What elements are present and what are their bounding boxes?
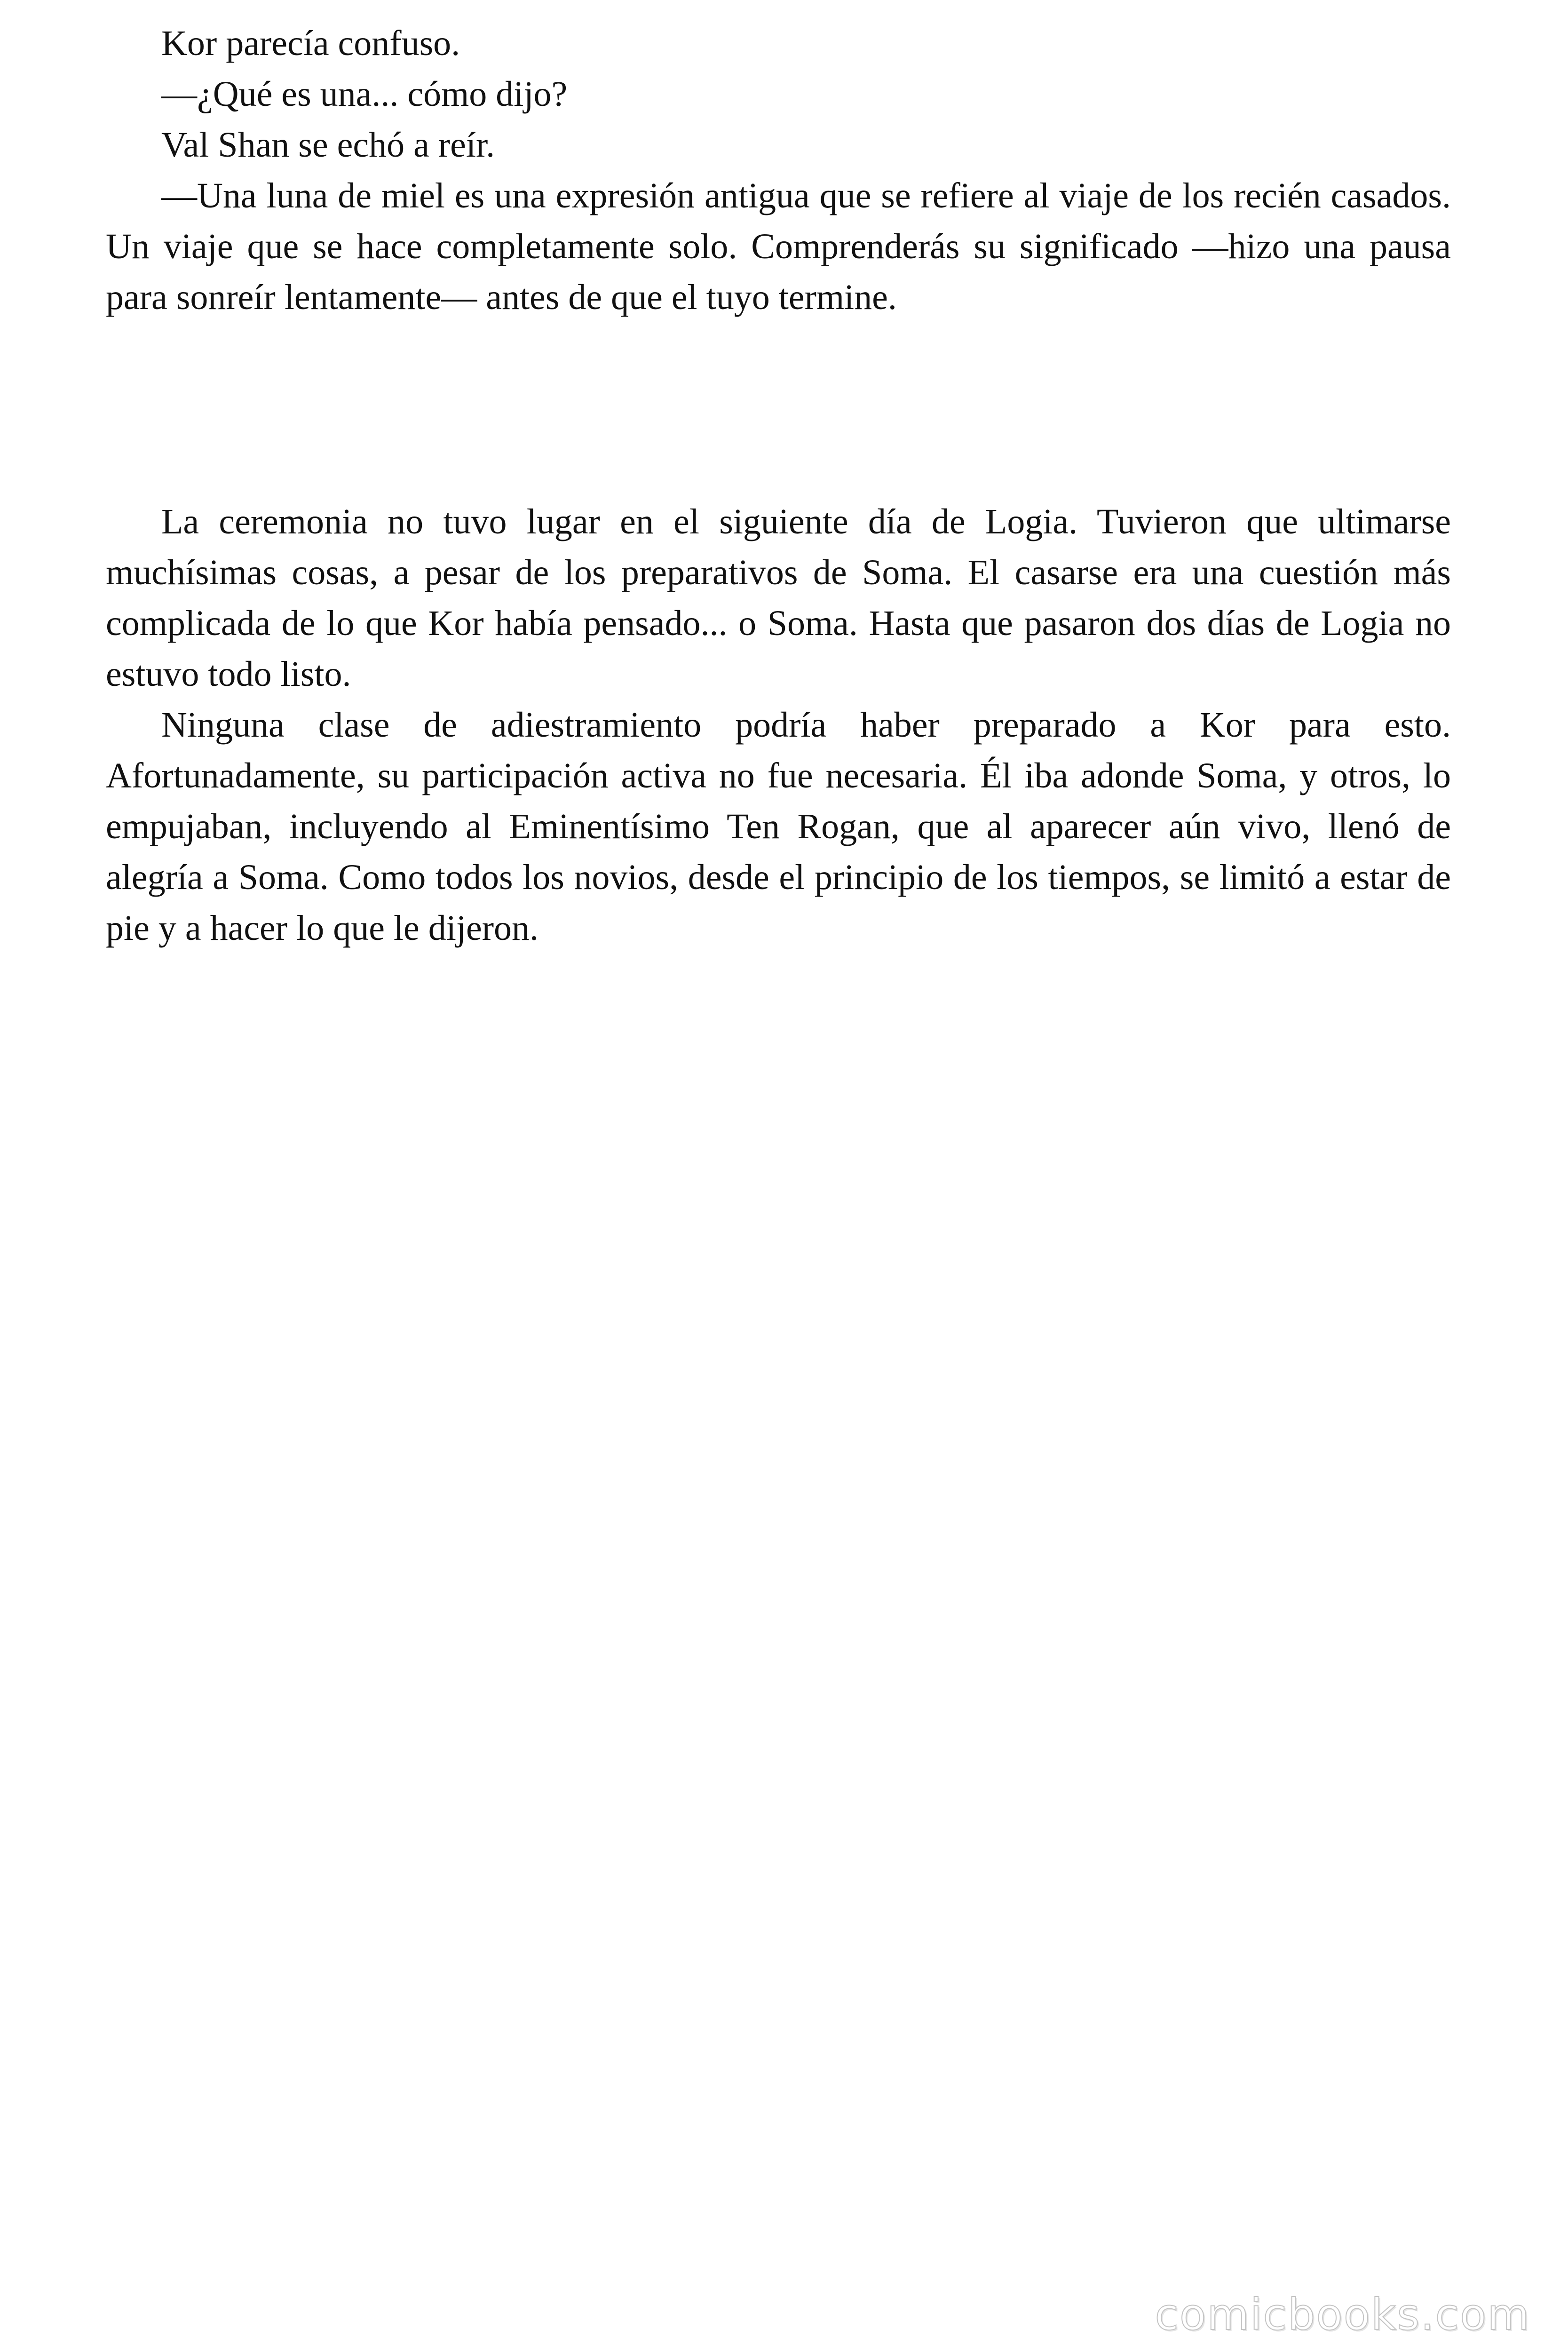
watermark: comicbooks.com: [1155, 2289, 1530, 2340]
paragraph: —¿Qué es una... cómo dijo?: [161, 74, 568, 114]
paragraph: Kor parecía confuso.: [161, 24, 460, 63]
text-section-dialogue: [106, 18, 1451, 323]
paragraph: La ceremonia no tuvo lugar en el siguiente día de Logia. Tuvieron que ultimarse muchísimas cosas, a pesar de los preparativos de Soma. El casarse era una cuestión más complicada de lo que Kor había pensado... o Soma. Hasta que pasaron dos días de Logia no estuvo todo listo.: [106, 502, 1451, 694]
paragraph: Val Shan se echó a reír.: [161, 125, 495, 165]
paragraph: —Una luna de miel es una expresión antigua que se refiere al viaje de los recién casados. Un viaje que se hace completamente solo. Comprenderás su significado —hizo una pausa para sonreír lentamente— antes de que el tuyo termine.: [106, 176, 1451, 317]
text-section-ceremony: [106, 496, 1451, 954]
paragraph: Ninguna clase de adiestramiento podría haber preparado a Kor para esto. Afortunadamente, su participación activa no fue necesaria. Él iba adonde Soma, y otros, lo empujaban, incluyendo al Eminentísimo Ten Rogan, que al aparecer aún vivo, llenó de alegría a Soma. Como todos los novios, desde el principio de los tiempos, se limitó a estar de pie y a hacer lo que le dijeron.: [106, 705, 1451, 948]
